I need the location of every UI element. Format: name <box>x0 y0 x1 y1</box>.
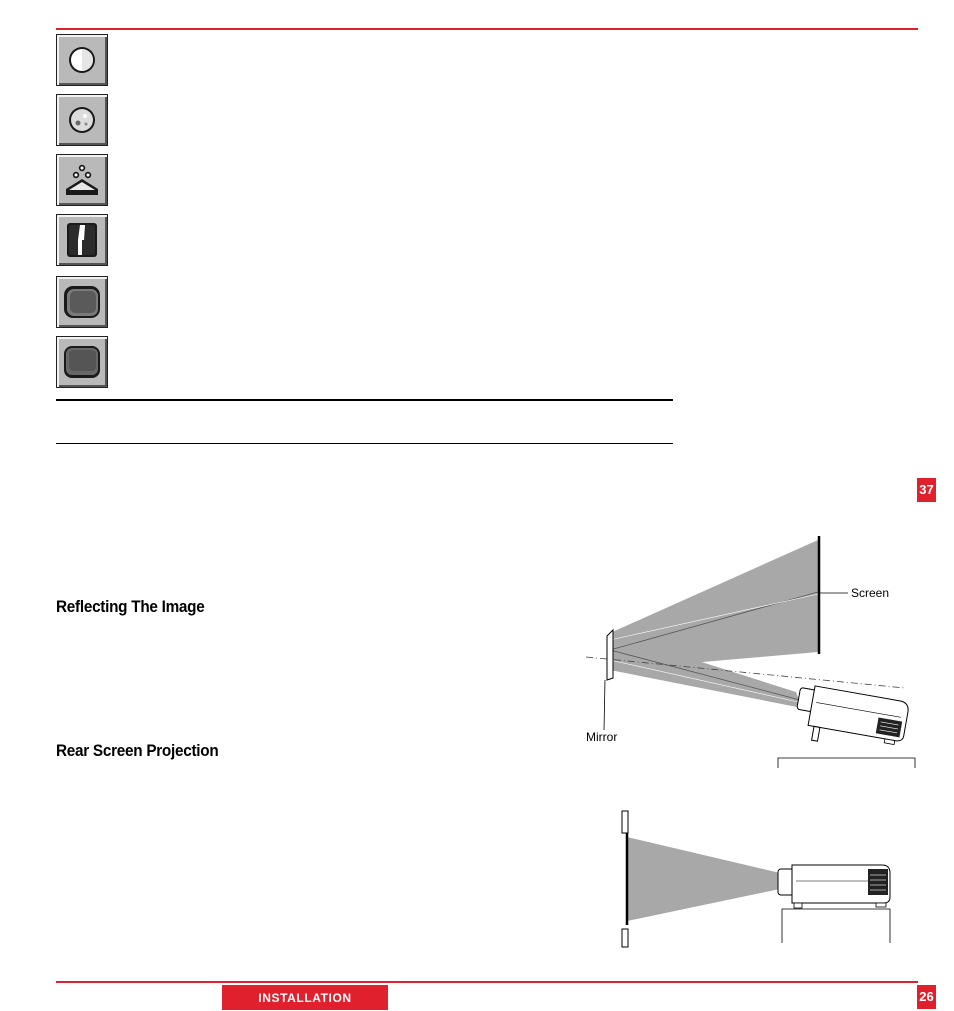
top-rule <box>56 28 918 30</box>
projection-beam <box>627 837 780 921</box>
color-icon <box>56 154 108 206</box>
section-rule <box>56 399 673 401</box>
section-heading: Rear Screen Projection <box>56 741 219 760</box>
chapter-number-tab: 37 <box>917 478 936 502</box>
page-number-tab: 26 <box>917 985 936 1009</box>
projector-tilted <box>792 684 910 756</box>
mirror-projection-diagram <box>580 530 920 770</box>
bottom-rule <box>56 981 918 983</box>
table <box>778 758 915 768</box>
table <box>782 909 890 943</box>
sharpness-icon <box>56 276 108 328</box>
mirror-label: Mirror <box>586 730 618 744</box>
picture-icon <box>56 336 108 388</box>
section-rule <box>56 443 673 444</box>
mirror-shape <box>607 630 613 680</box>
section-heading: Reflecting The Image <box>56 597 205 616</box>
projector <box>778 865 890 908</box>
contrast-icon <box>56 94 108 146</box>
hue-icon <box>56 214 108 266</box>
section-tab: INSTALLATION <box>222 985 388 1010</box>
screen-label: Screen <box>851 586 890 600</box>
mirror-leader <box>604 680 605 730</box>
brightness-icon <box>56 34 108 86</box>
rear-projection-diagram <box>610 805 900 950</box>
